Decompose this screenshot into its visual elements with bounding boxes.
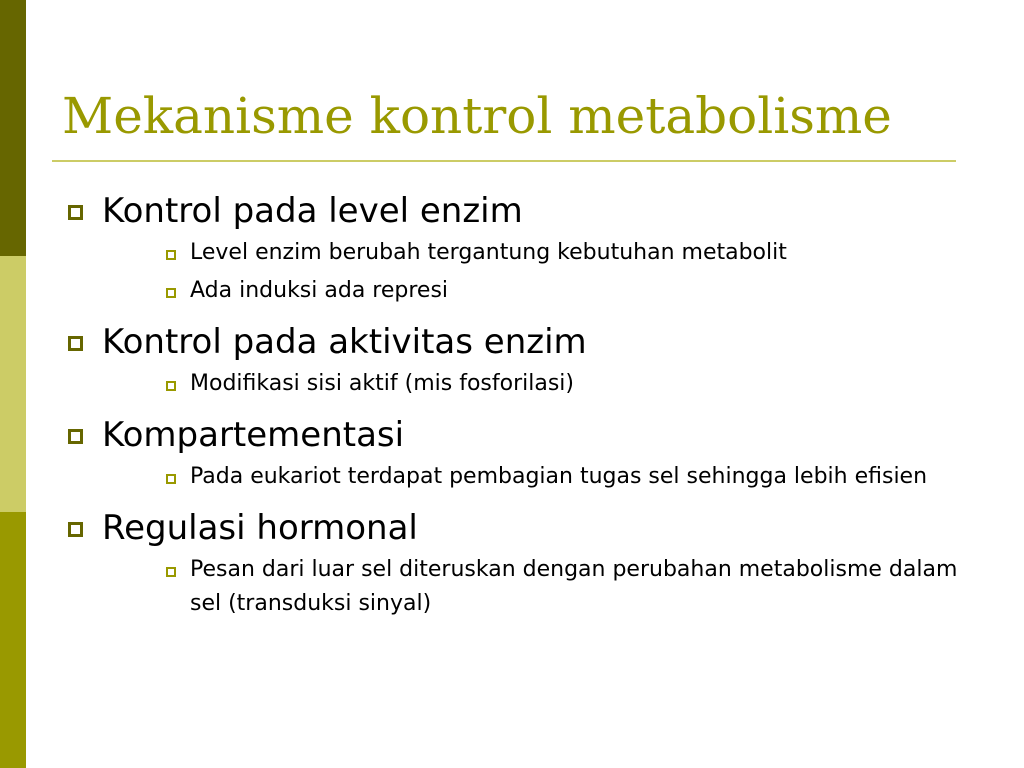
sub-bullet-text: Pesan dari luar sel diteruskan dengan perubahan metabolisme dalam sel (transduksi sinyal) [190, 557, 958, 616]
sub-bullet-item [64, 367, 964, 401]
title-underline [52, 160, 956, 162]
side-stripe-dark [0, 0, 26, 256]
bullet-item [64, 317, 964, 367]
sub-bullet-text: Ada induksi ada represi [190, 278, 449, 303]
bullet-text: Regulasi hormonal [102, 508, 418, 548]
sub-bullet-item [64, 460, 964, 494]
hollow-square-icon [166, 381, 176, 391]
hollow-square-icon [166, 567, 176, 577]
sub-bullet-text: Modifikasi sisi aktif (mis fosforilasi) [190, 371, 574, 396]
sub-bullet-text: Level enzim berubah tergantung kebutuhan metabolit [190, 240, 787, 265]
bullet-text: Kompartementasi [102, 415, 405, 455]
hollow-square-icon [68, 205, 83, 220]
bullet-item [64, 186, 964, 236]
sub-bullet-text: Pada eukariot terdapat pembagian tugas sel sehingga lebih efisien [190, 464, 928, 489]
hollow-square-icon [166, 474, 176, 484]
bullet-list [64, 186, 964, 621]
sub-bullet-item [64, 236, 964, 270]
side-stripe-light [0, 256, 26, 512]
side-stripe-olive [0, 512, 26, 768]
slide-title: Mekanisme kontrol metabolisme [62, 87, 892, 145]
bullet-item [64, 503, 964, 553]
bullet-item [64, 410, 964, 460]
hollow-square-icon [68, 522, 83, 537]
hollow-square-icon [68, 429, 83, 444]
sub-bullet-item [64, 553, 964, 621]
bullet-text: Kontrol pada level enzim [102, 191, 523, 231]
hollow-square-icon [68, 336, 83, 351]
hollow-square-icon [166, 288, 176, 298]
hollow-square-icon [166, 250, 176, 260]
bullet-text: Kontrol pada aktivitas enzim [102, 322, 587, 362]
sub-bullet-item [64, 274, 964, 308]
